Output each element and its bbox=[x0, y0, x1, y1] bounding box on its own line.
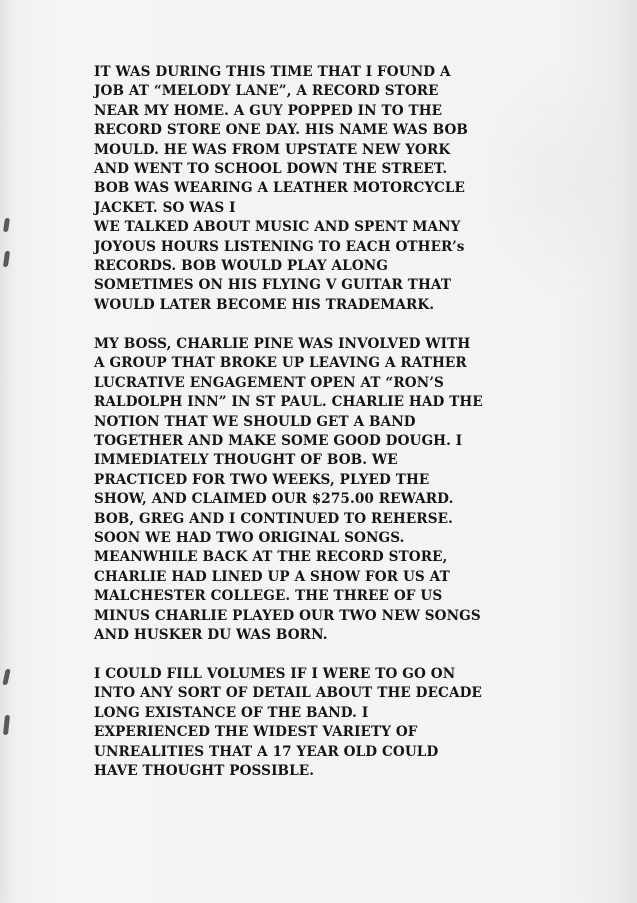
text-line: PRACTICED FOR TWO WEEKS, PLYED THE bbox=[94, 471, 430, 488]
text-line: EXPERIENCED THE WIDEST VARIETY OF bbox=[94, 724, 418, 741]
paragraph-3 bbox=[94, 665, 574, 781]
text-line: A GROUP THAT BROKE UP LEAVING A RATHER bbox=[94, 355, 467, 372]
binding-mark bbox=[3, 218, 10, 232]
text-line: LONG EXISTANCE OF THE BAND. I bbox=[94, 704, 369, 721]
text-line: IT WAS DURING THIS TIME THAT I FOUND A bbox=[94, 64, 451, 80]
text-line: MOULD. HE WAS FROM UPSTATE NEW YORK bbox=[94, 141, 451, 158]
text-line: WOULD LATER BECOME HIS TRADEMARK. bbox=[94, 296, 435, 313]
text-line: INTO ANY SORT OF DETAIL ABOUT THE DECADE bbox=[94, 685, 482, 702]
text-line: BOB WAS WEARING A LEATHER MOTORCYCLE bbox=[94, 180, 466, 197]
paragraph-2 bbox=[94, 335, 574, 646]
body-text bbox=[94, 63, 574, 801]
text-line: AND WENT TO SCHOOL DOWN THE STREET. bbox=[94, 161, 448, 178]
text-line: SHOW, AND CLAIMED OUR $275.00 REWARD. bbox=[94, 491, 454, 508]
binding-mark bbox=[3, 251, 10, 267]
text-line: NOTION THAT WE SHOULD GET A BAND bbox=[94, 413, 416, 430]
text-line: AND HUSKER DU WAS BORN. bbox=[94, 626, 328, 643]
binding-mark bbox=[2, 669, 10, 685]
text-line: RECORD STORE ONE DAY. HIS NAME WAS BOB bbox=[94, 122, 468, 139]
text-line: IMMEDIATELY THOUGHT OF BOB. WE bbox=[94, 452, 398, 469]
text-line: RECORDS. BOB WOULD PLAY ALONG bbox=[94, 258, 389, 275]
text-line: I COULD FILL VOLUMES IF I WERE TO GO ON bbox=[94, 665, 456, 682]
binding-mark bbox=[3, 715, 10, 735]
text-line: MEANWHILE BACK AT THE RECORD STORE, bbox=[94, 549, 448, 566]
text-line: JACKET. SO WAS I bbox=[94, 199, 236, 216]
text-line: MALCHESTER COLLEGE. THE THREE OF US bbox=[94, 588, 443, 605]
text-line: UNREALITIES THAT A 17 YEAR OLD COULD bbox=[94, 743, 439, 760]
text-line: NEAR MY HOME. A GUY POPPED IN TO THE bbox=[94, 102, 443, 119]
text-line: SOMETIMES ON HIS FLYING V GUITAR THAT bbox=[94, 277, 452, 294]
text-line: JOYOUS HOURS LISTENING TO EACH OTHER’s bbox=[94, 238, 465, 255]
text-line: TOGETHER AND MAKE SOME GOOD DOUGH. I bbox=[94, 432, 463, 449]
text-line: JOB AT “MELODY LANE”, A RECORD STORE bbox=[94, 83, 439, 100]
text-line: WE TALKED ABOUT MUSIC AND SPENT MANY bbox=[94, 219, 461, 236]
text-line: MINUS CHARLIE PLAYED OUR TWO NEW SONGS bbox=[94, 607, 481, 624]
paragraph-1 bbox=[94, 63, 574, 315]
text-line: LUCRATIVE ENGAGEMENT OPEN AT “RON’S bbox=[94, 374, 444, 391]
text-line: RALDOLPH INN” IN ST PAUL. CHARLIE HAD THE bbox=[94, 394, 483, 411]
text-line: HAVE THOUGHT POSSIBLE. bbox=[94, 763, 315, 779]
text-line: CHARLIE HAD LINED UP A SHOW FOR US AT bbox=[94, 568, 450, 585]
text-line: BOB, GREG AND I CONTINUED TO REHERSE. bbox=[94, 510, 453, 527]
text-line: MY BOSS, CHARLIE PINE WAS INVOLVED WITH bbox=[94, 335, 471, 352]
text-line: SOON WE HAD TWO ORIGINAL SONGS. bbox=[94, 529, 405, 546]
